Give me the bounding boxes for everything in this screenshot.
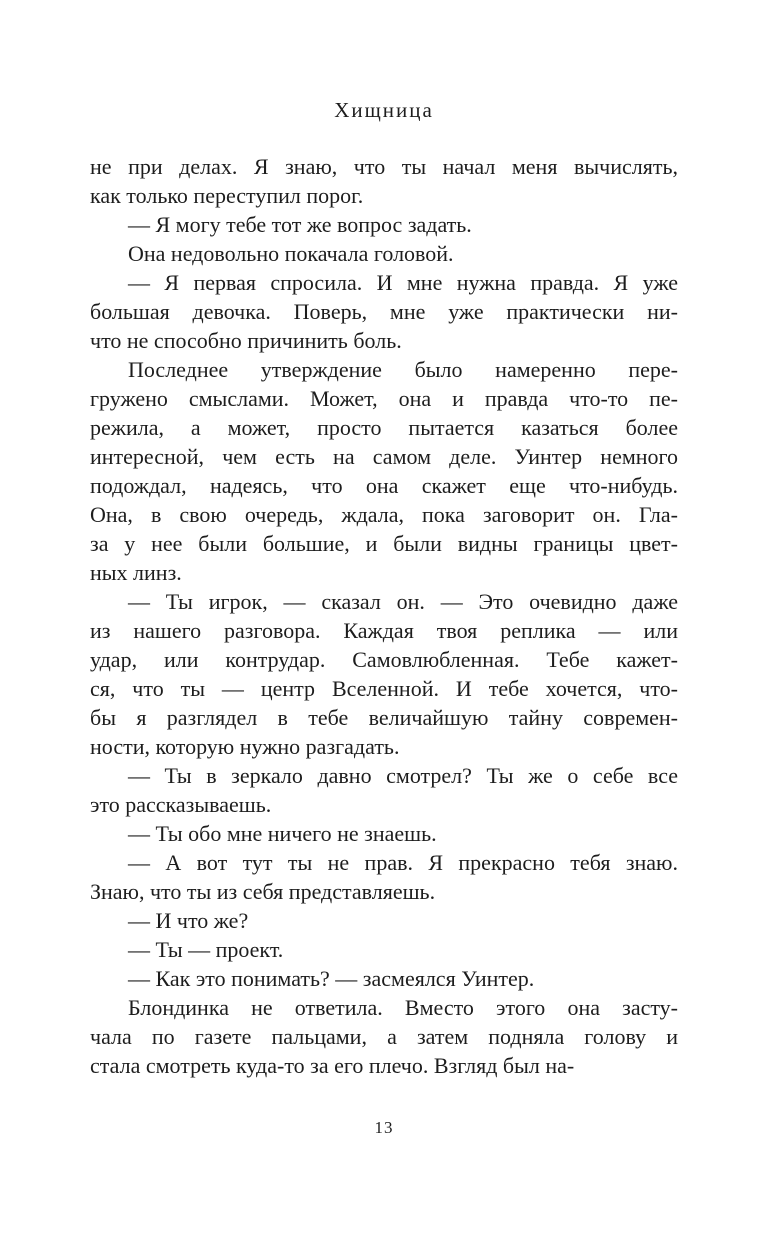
paragraph (90, 761, 678, 819)
paragraph (90, 355, 678, 587)
text-line: Знаю, что ты из себя представляешь. (90, 879, 436, 904)
running-title: Хищница (334, 98, 434, 122)
paragraph (90, 848, 678, 906)
page-number: 13 (374, 1118, 394, 1137)
text-line: Она недовольно покачала головой. (128, 241, 454, 266)
text-line: ности, которую нужно разгадать. (90, 734, 400, 759)
paragraph (90, 993, 678, 1080)
text-line: из нашего разговора. Каждая твоя реплика — или (90, 618, 678, 643)
text-line: интересной, чем есть на самом деле. Уинтер немного (90, 444, 678, 469)
text-line: — Как это понимать? — засмеялся Уинтер. (128, 966, 535, 991)
text-line: — Ты обо мне ничего не знаешь. (128, 821, 437, 846)
text-line: режила, а может, просто пытается казаться более (90, 415, 678, 440)
text-line: — Я первая спросила. И мне нужна правда. Я уже (128, 270, 678, 295)
paragraph (90, 906, 678, 935)
paragraph (90, 935, 678, 964)
text-line: гружено смыслами. Может, она и правда что-то пе- (90, 386, 678, 411)
text-line: что не способно причинить боль. (90, 328, 402, 353)
paragraph (90, 152, 678, 210)
text-line: — Ты игрок, — сказал он. — Это очевидно даже (128, 589, 678, 614)
text-line: чала по газете пальцами, а затем подняла голову и (90, 1024, 678, 1049)
text-line: удар, или контрудар. Самовлюбленная. Тебе кажет- (90, 647, 678, 672)
paragraph (90, 239, 678, 268)
text-line: Последнее утверждение было намеренно пере- (128, 357, 678, 382)
text-line: стала смотреть куда-то за его плечо. Взгляд был на- (90, 1053, 575, 1078)
text-line: большая девочка. Поверь, мне уже практически ни- (90, 299, 678, 324)
paragraph (90, 964, 678, 993)
paragraph (90, 210, 678, 239)
text-line: ных линз. (90, 560, 182, 585)
text-line: не при делах. Я знаю, что ты начал меня вычислять, (90, 154, 678, 179)
paragraph (90, 268, 678, 355)
text-line: Она, в свою очередь, ждала, пока заговорит он. Гла- (90, 502, 678, 527)
text-line: это рассказываешь. (90, 792, 272, 817)
text-line: — Ты в зеркало давно смотрел? Ты же о себе все (128, 763, 678, 788)
text-line: — А вот тут ты не прав. Я прекрасно тебя знаю. (128, 850, 678, 875)
text-line: за у нее были большие, и были видны границы цвет- (90, 531, 678, 556)
text-line: Блондинка не ответила. Вместо этого она засту- (128, 995, 678, 1020)
text-block (90, 152, 678, 1080)
text-line: подождал, надеясь, что она скажет еще что-нибудь. (90, 473, 678, 498)
paragraph (90, 587, 678, 761)
text-line: — Я могу тебе тот же вопрос задать. (128, 212, 472, 237)
text-line: как только переступил порог. (90, 183, 364, 208)
text-line: бы я разглядел в тебе величайшую тайну современ- (90, 705, 678, 730)
paragraph (90, 819, 678, 848)
text-line: — Ты — проект. (128, 937, 284, 962)
text-line: — И что же? (128, 908, 249, 933)
text-line: ся, что ты — центр Вселенной. И тебе хочется, что- (90, 676, 678, 701)
